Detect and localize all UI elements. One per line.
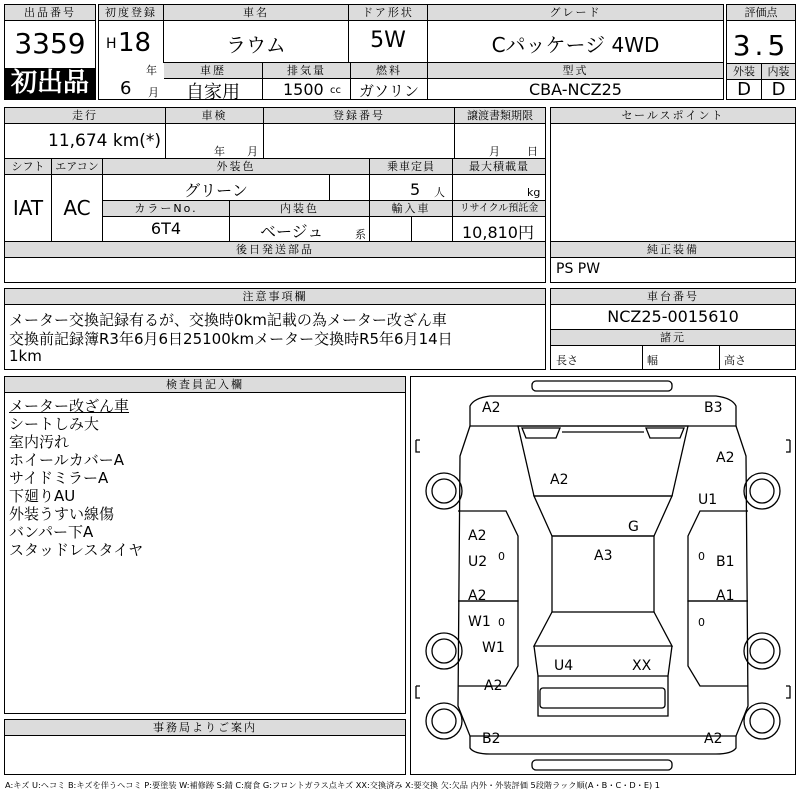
mark-windshield: G [628, 519, 639, 535]
history: 自家用 [186, 82, 240, 103]
divider [329, 174, 330, 200]
door-type: 5W [370, 28, 406, 53]
car-diagram [410, 376, 796, 775]
caution-line: メーター交換記録有るが、交換時0km記載の為メーター改ざん車 [9, 311, 447, 329]
first-listing-badge: 初出品 [5, 68, 95, 99]
score: 3.5 [732, 29, 790, 62]
inspection-label: 車検 [166, 108, 263, 124]
mark-left-rear-door-w: W1 [468, 614, 491, 630]
height-label: 高さ [724, 354, 746, 367]
svg-text:0: 0 [498, 550, 505, 563]
model-label: 型式 [428, 63, 723, 79]
import-label: 輸入車 [370, 201, 452, 217]
first-reg-year: 18 [118, 28, 152, 58]
displacement-label: 排気量 [263, 63, 350, 79]
reg-no-label: 登録番号 [264, 108, 454, 124]
divider [165, 107, 166, 158]
mark-rear-left-bumper: B2 [482, 731, 501, 747]
grade: Cパッケージ 4WD [491, 33, 660, 57]
transfer-month-unit: 月 [489, 145, 500, 158]
ext-color: グリーン [184, 181, 248, 200]
length-label: 長さ [556, 354, 578, 367]
int-color: ベージュ [260, 222, 324, 241]
mark-right-rear-door: A1 [716, 588, 735, 604]
score-label: 評価点 [727, 5, 795, 21]
mileage-label: 走行 [5, 108, 165, 124]
divider [454, 107, 455, 158]
grade-label: グレード [428, 5, 723, 21]
max-load-unit: kg [527, 186, 541, 199]
ac-label: エアコン [52, 159, 102, 175]
legend: A:キズ U:ヘコミ B:キズを伴うヘコミ P:要塗装 W:補修跡 S:錆 C:腐食 G:フロントガラス点キズ XX:交換済み X:要交換 欠:欠品 内外・外装評価 5段階ラック順(A・B・C・D・E) 1 [5, 780, 661, 790]
ac: AC [63, 196, 91, 220]
first-reg-label: 初度登録 [99, 5, 163, 21]
color-no-label: カラーNo. [103, 201, 229, 217]
sales-point-label: セールスポイント [551, 108, 795, 124]
recycle-label: リサイクル預託金 [453, 201, 545, 217]
mark-front-right-bumper: B3 [704, 400, 723, 416]
inspector-line: メーター改ざん車 [9, 397, 130, 415]
caution-line: 交換前記録簿R3年6月6日25100kmメーター交換時R5年6月14日 [9, 330, 453, 348]
fuel-label: 燃料 [351, 63, 427, 79]
capacity-unit: 人 [434, 186, 445, 199]
divider [262, 62, 263, 100]
year-unit: 年 [146, 64, 157, 77]
exterior-label: 外装 [727, 64, 761, 80]
model: CBA-NCZ25 [529, 80, 622, 99]
mark-left-rear-door-a: A2 [468, 588, 487, 604]
lot-no: 3359 [14, 27, 86, 60]
exterior-score: D [737, 79, 751, 100]
recycle-fee: 10,810円 [462, 223, 534, 242]
genuine-equipment: PS PW [556, 261, 601, 277]
office-label: 事務局よりご案内 [5, 720, 405, 736]
ext-color-label: 外装色 [103, 159, 369, 175]
mark-rear-right-bumper: A2 [704, 731, 723, 747]
svg-text:0: 0 [498, 616, 505, 629]
color-no: 6T4 [150, 219, 182, 238]
genuine-label: 純正装備 [551, 242, 795, 258]
dims-label: 諸元 [551, 330, 795, 346]
shift: IAT [12, 196, 44, 220]
inspector-line: サイドミラーA [9, 469, 109, 487]
capacity-label: 乗車定員 [370, 159, 452, 175]
lot-box [4, 4, 96, 100]
car-name: ラウム [226, 33, 286, 57]
mark-hood: A2 [550, 472, 569, 488]
mark-front-right-wheel: U1 [698, 492, 718, 508]
interior-score: D [771, 79, 786, 100]
chassis-number: NCZ25-0015610 [607, 307, 739, 326]
mark-trunk-xx: XX [632, 658, 652, 674]
inspector-line: 室内汚れ [9, 433, 70, 451]
mileage: 11,674 km(*) [48, 131, 162, 151]
int-color-suffix: 系 [355, 228, 366, 241]
width-label: 幅 [647, 354, 658, 367]
inspector-line: スタッドレスタイヤ [9, 541, 144, 559]
car-name-label: 車名 [164, 5, 348, 21]
mark-front-right-fender: A2 [716, 450, 735, 466]
inspector-line: ホイールカバーA [9, 451, 124, 469]
inspector-line: シートしみ大 [9, 415, 100, 433]
caution-label: 注意事項欄 [5, 289, 545, 305]
inspector-line: 外装うすい線傷 [9, 505, 115, 523]
divider [411, 216, 412, 241]
era: H [106, 36, 117, 52]
door-label: ドア形状 [349, 5, 427, 21]
mark-trunk-u: U4 [554, 658, 574, 674]
caution-line: 1km [9, 347, 42, 365]
svg-text:0: 0 [698, 550, 705, 563]
month-unit: 月 [148, 86, 159, 99]
int-color-label: 内装色 [230, 201, 369, 217]
lot-no-label: 出品番号 [5, 5, 95, 21]
transfer-day-unit: 日 [527, 145, 538, 158]
insp-month-unit: 月 [247, 145, 258, 158]
score-box [726, 4, 796, 100]
interior-label: 内装 [762, 64, 795, 80]
divider [642, 346, 643, 370]
first-reg-month: 6 [120, 78, 132, 99]
max-load-label: 最大積載量 [453, 159, 545, 175]
displacement-unit: cc [330, 85, 341, 96]
history-label: 車歴 [164, 63, 262, 79]
divider [263, 107, 264, 158]
capacity: 5 [410, 180, 421, 199]
mark-left-rear-wheel: W1 [482, 640, 505, 656]
inspector-line: バンパー下A [9, 523, 94, 541]
mark-roof: A3 [594, 548, 613, 564]
mark-left-front-door-a: A2 [468, 528, 487, 544]
mark-front-left-bumper: A2 [482, 400, 501, 416]
displacement: 1500 [283, 80, 324, 99]
shift-label: シフト [5, 159, 51, 175]
svg-text:0: 0 [698, 616, 705, 629]
divider [229, 200, 230, 241]
fuel: ガソリン [358, 82, 419, 100]
mark-left-front-door-u: U2 [468, 554, 488, 570]
inspector-line: 下廻りAU [9, 487, 76, 505]
transfer-label: 譲渡書類期限 [455, 108, 545, 124]
mark-left-rear-quarter: A2 [484, 678, 503, 694]
insp-year-unit: 年 [214, 145, 225, 158]
chassis-label: 車台番号 [551, 289, 795, 305]
divider [719, 346, 720, 370]
later-parts-label: 後日発送部品 [5, 242, 545, 258]
mark-right-front-door: B1 [716, 554, 735, 570]
inspector-label: 検査員記入欄 [5, 377, 405, 393]
